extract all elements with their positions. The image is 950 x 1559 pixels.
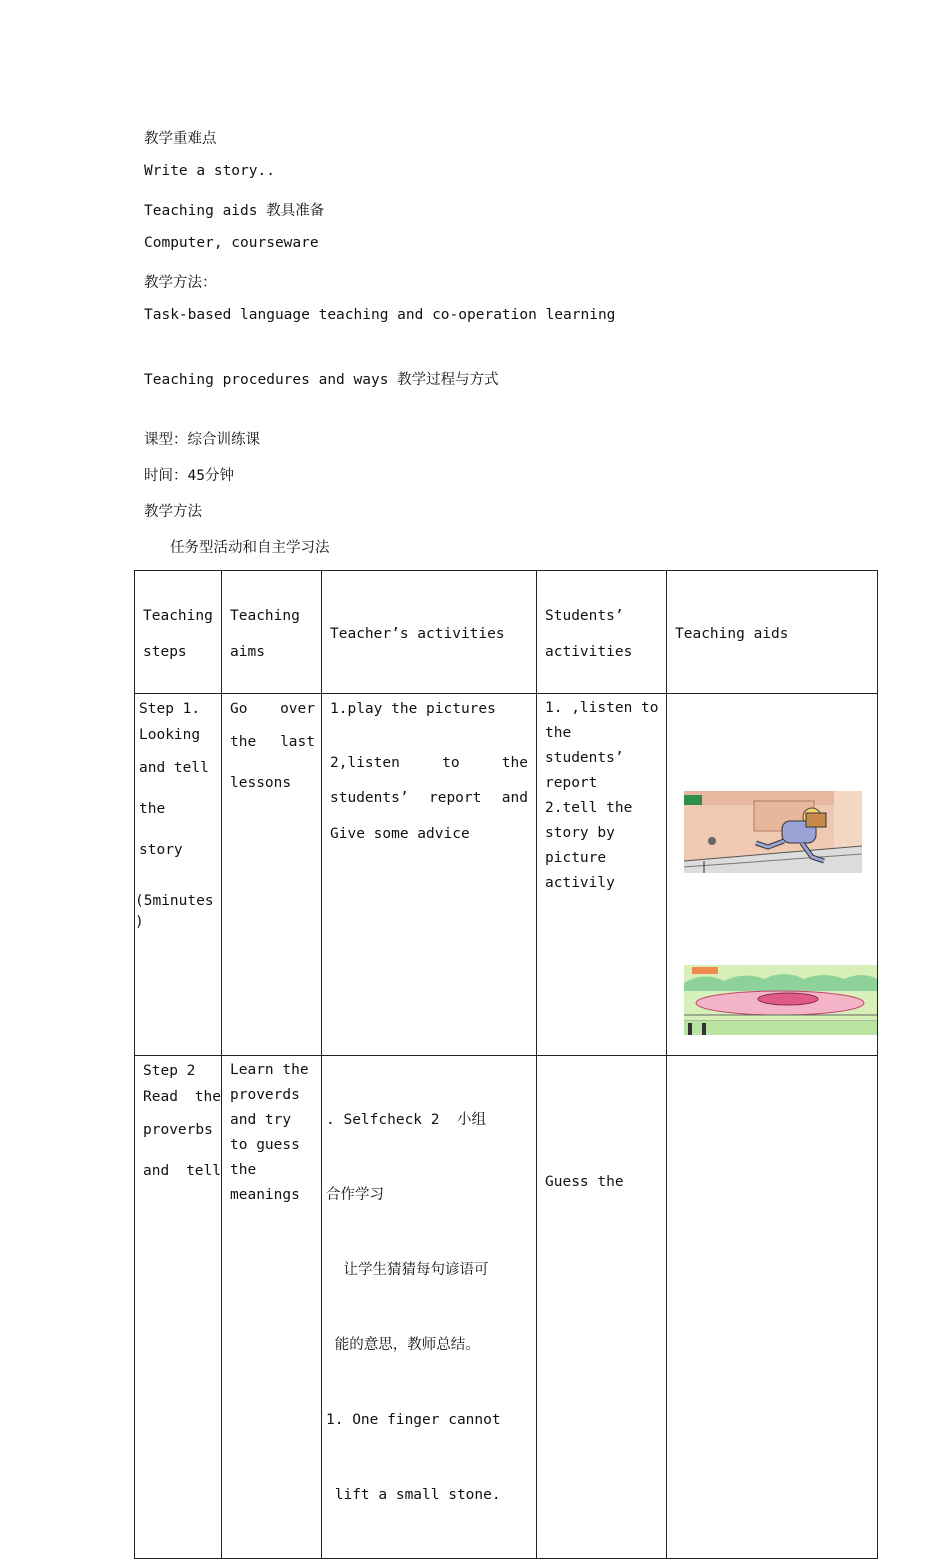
table-header-row	[135, 571, 878, 694]
row2-teacher: . Selfcheck 2 小组 合作学习 让学生猜猜每句谚语可 能的意思，教师总结。 1. One finger cannot lift a small stone.	[322, 1056, 537, 1559]
row1-teacher: 1.play the pictures 2,listen to the students’ report and Give some advice	[322, 694, 537, 1056]
method-text: Task-based language teaching and co-operation learning	[144, 307, 616, 323]
story-picture-1	[684, 791, 862, 873]
teaching-aids-heading: Teaching aids 教具准备	[144, 203, 325, 219]
row2-aids	[667, 1056, 878, 1559]
procedure-table	[134, 570, 878, 1559]
teaching-aids-text: Computer, courseware	[144, 235, 319, 251]
row1-aims: Go over the last lessons	[222, 694, 322, 1056]
key-points-text: Write a story..	[144, 163, 275, 179]
header-aims: Teaching aims	[222, 571, 322, 694]
header-students: Students’ activities	[537, 571, 667, 694]
lesson-time: 时间：45分钟	[144, 468, 234, 484]
method-heading: 教学方法：	[144, 275, 217, 291]
procedures-heading: Teaching procedures and ways 教学过程与方式	[144, 372, 499, 388]
row1-students: 1. ,listen to the students’ report 2.tell the story by picture activily	[537, 694, 667, 1056]
table-row	[135, 1056, 878, 1559]
header-steps: Teaching steps	[135, 571, 222, 694]
row1-step: Step 1. Looking and tell the story (5minutes )	[135, 694, 222, 1056]
story-picture-2	[684, 965, 877, 1035]
row2-students: Guess the	[537, 1056, 667, 1559]
method-heading-2: 教学方法	[144, 504, 202, 520]
row2-aims: Learn the proverds and try to guess the meanings	[222, 1056, 322, 1559]
lesson-type: 课型：综合训练课	[144, 432, 260, 448]
header-aids: Teaching aids	[667, 571, 878, 694]
method-text-2: 任务型活动和自主学习法	[170, 540, 330, 556]
key-points-heading: 教学重难点	[144, 131, 217, 147]
header-teacher: Teacher’s activities	[322, 571, 537, 694]
row2-step: Step 2 Read the proverbs and tell	[135, 1056, 222, 1559]
